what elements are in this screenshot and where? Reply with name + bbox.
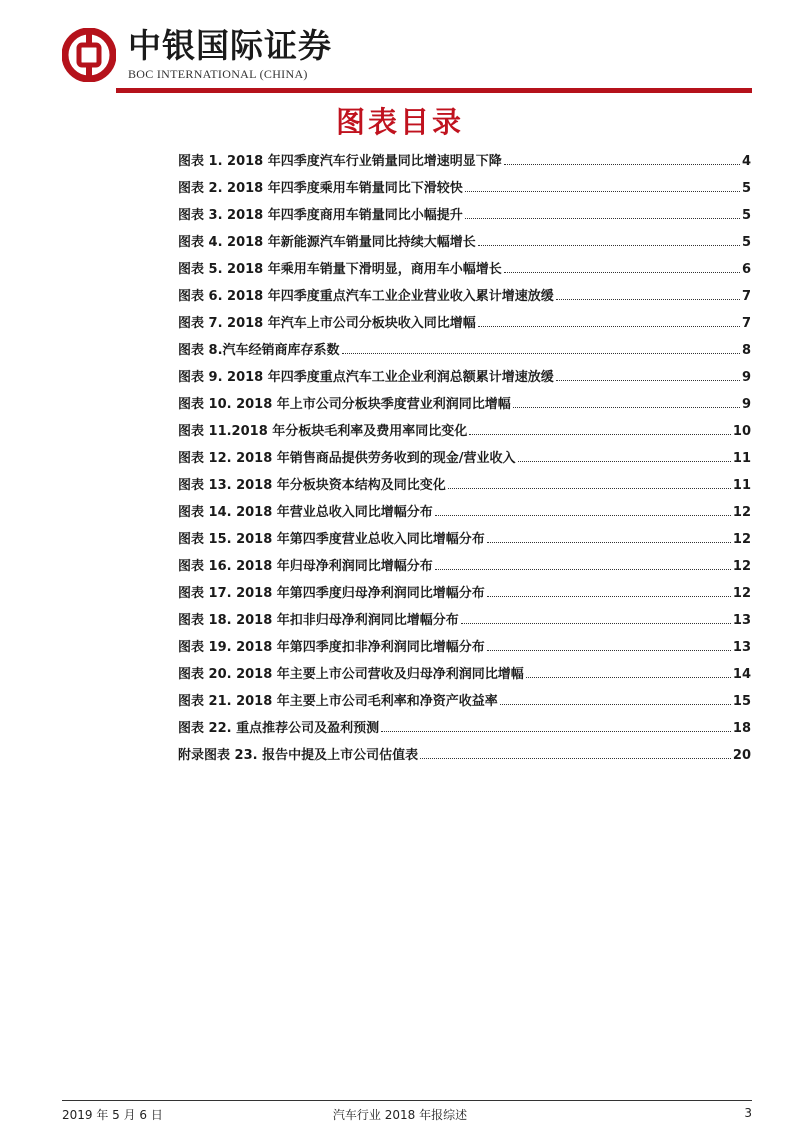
toc-entry-page: 12	[732, 559, 751, 574]
toc-dot-leader	[465, 208, 740, 219]
toc-entry-page: 12	[732, 505, 751, 520]
toc-entry-page: 11	[732, 478, 751, 493]
toc-entry-label: 图表 1. 2018 年四季度汽车行业销量同比增速明显下降	[178, 154, 502, 169]
toc-entry-label: 图表 11.2018 年分板块毛利率及费用率同比变化	[178, 424, 468, 439]
toc-dot-leader	[500, 694, 731, 705]
toc-entry-page: 6	[741, 262, 751, 277]
toc-entry-label: 图表 12. 2018 年销售商品提供劳务收到的现金/营业收入	[178, 451, 516, 466]
toc-dot-leader	[448, 478, 731, 489]
toc-entry[interactable]	[178, 582, 751, 609]
toc-dot-leader	[556, 370, 740, 381]
toc-dot-leader	[381, 721, 731, 732]
toc-entry[interactable]	[178, 717, 751, 744]
toc-dot-leader	[487, 640, 731, 651]
toc-entry-page: 8	[741, 343, 751, 358]
toc-list	[178, 150, 751, 771]
toc-entry[interactable]	[178, 312, 751, 339]
toc-entry[interactable]	[178, 528, 751, 555]
footer-report-title: 汽车行业 2018 年报综述	[332, 1108, 468, 1122]
toc-entry-page: 15	[732, 694, 751, 709]
toc-entry[interactable]	[178, 393, 751, 420]
toc-dot-leader	[487, 532, 731, 543]
toc-dot-leader	[478, 316, 740, 327]
toc-entry-label: 图表 16. 2018 年归母净利润同比增幅分布	[178, 559, 433, 574]
header-divider	[116, 88, 752, 93]
toc-entry[interactable]	[178, 744, 751, 771]
toc-entry-label: 图表 8.汽车经销商库存系数	[178, 343, 340, 358]
toc-entry[interactable]	[178, 150, 751, 177]
toc-entry-page: 5	[741, 208, 751, 223]
toc-entry-page: 7	[741, 289, 751, 304]
toc-entry-page: 7	[741, 316, 751, 331]
toc-entry-page: 5	[741, 235, 751, 250]
toc-dot-leader	[556, 289, 740, 300]
toc-dot-leader	[435, 505, 731, 516]
toc-dot-leader	[435, 559, 731, 570]
toc-entry-page: 10	[732, 424, 751, 439]
toc-dot-leader	[478, 235, 740, 246]
page-header	[0, 0, 800, 100]
toc-dot-leader	[504, 154, 740, 165]
toc-dot-leader	[504, 262, 740, 273]
toc-entry[interactable]	[178, 366, 751, 393]
toc-entry[interactable]	[178, 420, 751, 447]
toc-entry-label: 图表 6. 2018 年四季度重点汽车工业企业营业收入累计增速放缓	[178, 289, 554, 304]
footer-divider	[62, 1100, 752, 1101]
boc-logo-icon	[62, 28, 116, 82]
toc-dot-leader	[465, 181, 740, 192]
toc-dot-leader	[461, 613, 731, 624]
toc-entry-page: 20	[732, 748, 751, 763]
footer-date: 2019 年 5 月 6 日	[62, 1108, 163, 1122]
toc-entry-label: 图表 20. 2018 年主要上市公司营收及归母净利润同比增幅	[178, 667, 524, 682]
toc-dot-leader	[518, 451, 731, 462]
toc-entry-label: 图表 9. 2018 年四季度重点汽车工业企业利润总额累计增速放缓	[178, 370, 554, 385]
toc-dot-leader	[526, 667, 731, 678]
brand-name-cn: 中银国际证券	[128, 26, 332, 65]
toc-entry-label: 附录图表 23. 报告中提及上市公司估值表	[178, 748, 419, 763]
toc-entry-page: 9	[741, 397, 751, 412]
brand-name-en: BOC INTERNATIONAL (CHINA)	[128, 67, 308, 81]
toc-entry-page: 12	[732, 532, 751, 547]
toc-entry[interactable]	[178, 501, 751, 528]
toc-entry-page: 5	[741, 181, 751, 196]
footer-page-number: 3	[744, 1106, 752, 1120]
toc-title: 图表目录	[335, 105, 464, 139]
toc-entry-page: 14	[732, 667, 751, 682]
toc-dot-leader	[342, 343, 740, 354]
toc-entry-label: 图表 15. 2018 年第四季度营业总收入同比增幅分布	[178, 532, 485, 547]
toc-entry[interactable]	[178, 204, 751, 231]
toc-entry-label: 图表 22. 重点推荐公司及盈利预测	[178, 721, 380, 736]
toc-entry-label: 图表 10. 2018 年上市公司分板块季度营业利润同比增幅	[178, 397, 511, 412]
toc-entry-label: 图表 4. 2018 年新能源汽车销量同比持续大幅增长	[178, 235, 476, 250]
toc-entry-page: 13	[732, 640, 751, 655]
toc-entry-page: 11	[732, 451, 751, 466]
toc-entry[interactable]	[178, 177, 751, 204]
toc-entry[interactable]	[178, 474, 751, 501]
toc-entry-page: 18	[732, 721, 751, 736]
toc-entry-label: 图表 13. 2018 年分板块资本结构及同比变化	[178, 478, 446, 493]
toc-dot-leader	[469, 424, 731, 435]
toc-entry-page: 9	[741, 370, 751, 385]
toc-entry-label: 图表 17. 2018 年第四季度归母净利润同比增幅分布	[178, 586, 485, 601]
toc-entry-label: 图表 7. 2018 年汽车上市公司分板块收入同比增幅	[178, 316, 476, 331]
toc-entry[interactable]	[178, 447, 751, 474]
toc-dot-leader	[420, 748, 731, 759]
toc-entry[interactable]	[178, 636, 751, 663]
toc-dot-leader	[513, 397, 740, 408]
toc-entry[interactable]	[178, 690, 751, 717]
toc-entry[interactable]	[178, 285, 751, 312]
toc-entry[interactable]	[178, 231, 751, 258]
toc-entry-label: 图表 19. 2018 年第四季度扣非净利润同比增幅分布	[178, 640, 485, 655]
toc-entry-page: 13	[732, 613, 751, 628]
toc-entry-page: 12	[732, 586, 751, 601]
toc-dot-leader	[487, 586, 731, 597]
toc-entry[interactable]	[178, 663, 751, 690]
toc-entry[interactable]	[178, 555, 751, 582]
toc-entry-label: 图表 21. 2018 年主要上市公司毛利率和净资产收益率	[178, 694, 498, 709]
toc-entry[interactable]	[178, 339, 751, 366]
toc-entry-label: 图表 14. 2018 年营业总收入同比增幅分布	[178, 505, 433, 520]
toc-entry-label: 图表 3. 2018 年四季度商用车销量同比小幅提升	[178, 208, 463, 223]
toc-entry[interactable]	[178, 609, 751, 636]
toc-entry-page: 4	[741, 154, 751, 169]
toc-entry-label: 图表 2. 2018 年四季度乘用车销量同比下滑较快	[178, 181, 463, 196]
toc-entry-label: 图表 5. 2018 年乘用车销量下滑明显，商用车小幅增长	[178, 262, 502, 277]
toc-entry-label: 图表 18. 2018 年扣非归母净利润同比增幅分布	[178, 613, 459, 628]
toc-entry[interactable]	[178, 258, 751, 285]
